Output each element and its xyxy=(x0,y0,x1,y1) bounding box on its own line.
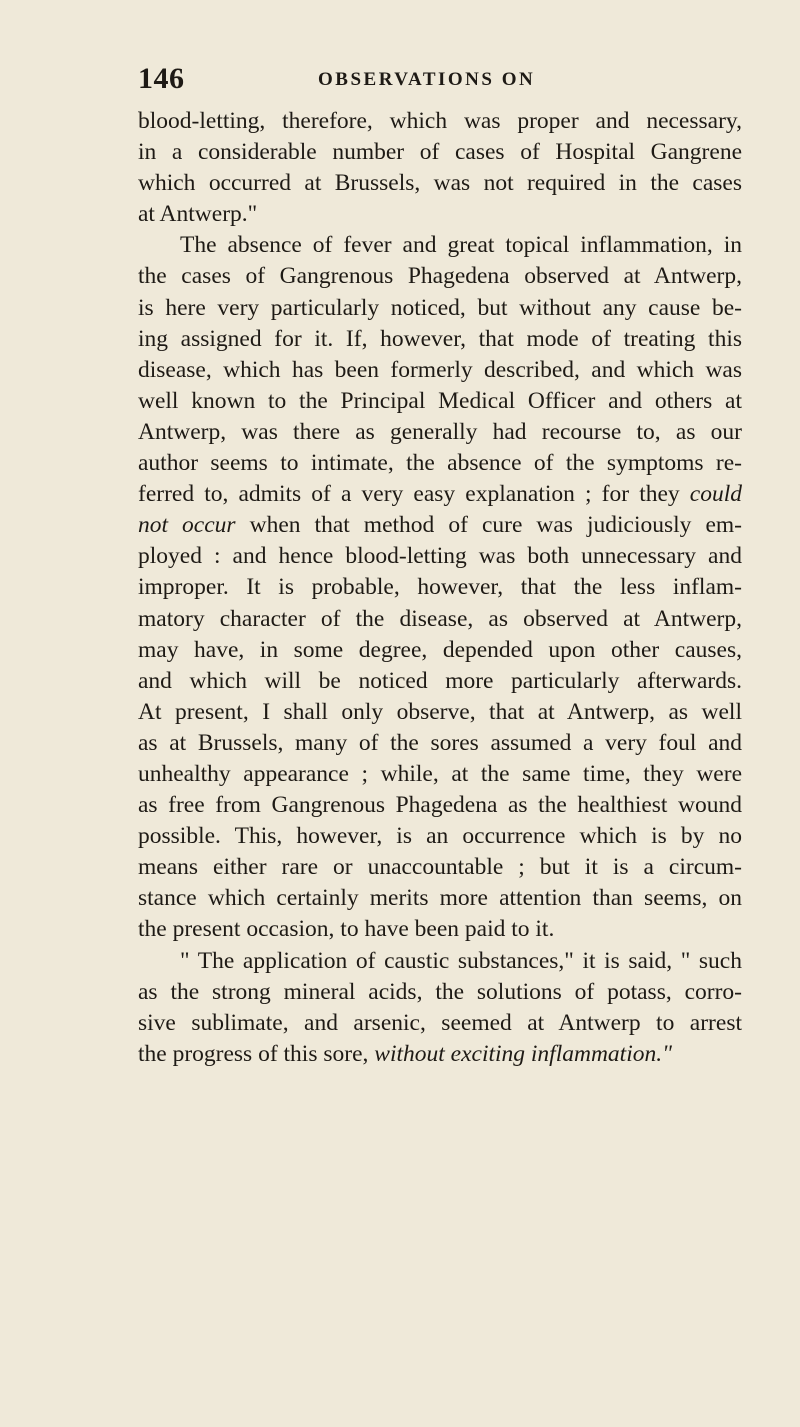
text-line: disease, which has been formerly described, and which was xyxy=(138,356,742,383)
text-line: and which will be noticed more particularly afterwards. xyxy=(138,667,742,694)
text-line: means either rare or unaccountable ; but it is a circum- xyxy=(138,854,742,881)
body-text xyxy=(138,106,742,1070)
text-line: stance which certainly merits more attention than seems, on xyxy=(138,885,742,912)
text-line: not occur when that method of cure was judiciously em- xyxy=(138,512,742,539)
text-line: the cases of Gangrenous Phagedena observed at Antwerp, xyxy=(138,263,742,290)
text-line: the present occasion, to have been paid to it. xyxy=(138,916,555,943)
text-line: improper. It is probable, however, that the less inflam- xyxy=(138,574,742,601)
text-line: author seems to intimate, the absence of the symptoms re- xyxy=(138,450,742,477)
text-line: " The application of caustic substances," it is said, " such xyxy=(180,947,742,974)
text-line: as at Brussels, many of the sores assumed a very foul and xyxy=(138,729,742,756)
text-line: as free from Gangrenous Phagedena as the healthiest wound xyxy=(138,792,742,819)
text-line: ing assigned for it. If, however, that mode of treating this xyxy=(138,325,742,352)
text-line: in a considerable number of cases of Hospital Gangrene xyxy=(138,139,742,166)
text-line: at Antwerp." xyxy=(138,201,258,228)
text-line: which occurred at Brussels, was not required in the cases xyxy=(138,170,742,197)
text-line: Antwerp, was there as generally had recourse to, as our xyxy=(138,418,742,445)
text-line: The absence of fever and great topical inflammation, in xyxy=(180,232,742,259)
page-number: 146 xyxy=(138,62,185,95)
text-line: ployed : and hence blood-letting was both unnecessary and xyxy=(138,543,742,570)
text-line: possible. This, however, is an occurrence which is by no xyxy=(138,823,742,850)
italic-text: could xyxy=(689,481,742,508)
text-line: ferred to, admits of a very easy explanation ; for they could xyxy=(138,481,742,508)
page-header xyxy=(138,62,738,102)
italic-text: without exciting inflammation." xyxy=(374,1040,672,1067)
text-line: well known to the Principal Medical Officer and others at xyxy=(138,387,742,414)
italic-text: not occur xyxy=(138,512,236,539)
text-line: the progress of this sore, without exciting inflammation." xyxy=(138,1040,672,1067)
text-line: matory character of the disease, as observed at Antwerp, xyxy=(138,605,742,632)
text-line: blood-letting, therefore, which was proper and necessary, xyxy=(138,108,742,134)
text-line: unhealthy appearance ; while, at the same time, they were xyxy=(138,760,742,787)
running-head: OBSERVATIONS ON xyxy=(318,69,536,90)
text-line: as the strong mineral acids, the solutions of potass, corro- xyxy=(138,978,742,1005)
text-line: is here very particularly noticed, but without any cause be- xyxy=(138,294,742,321)
text-line: At present, I shall only observe, that at Antwerp, as well xyxy=(138,698,742,725)
text-line: may have, in some degree, depended upon other causes, xyxy=(138,636,742,663)
text-line: sive sublimate, and arsenic, seemed at Antwerp to arrest xyxy=(138,1009,742,1036)
